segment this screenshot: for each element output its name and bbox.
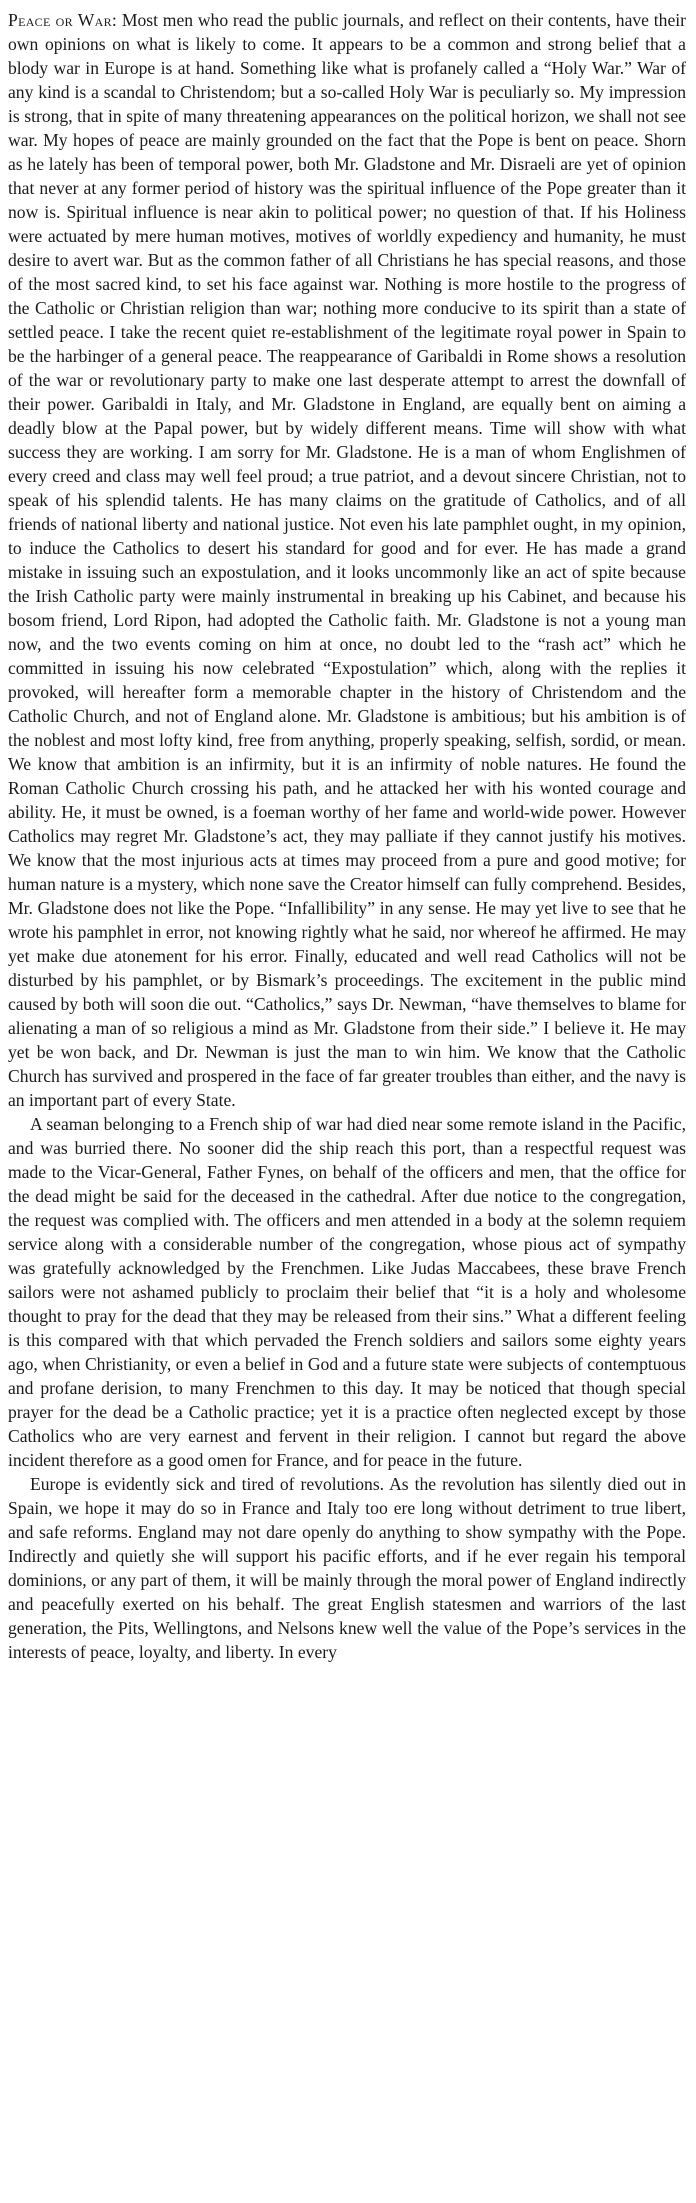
article-paragraph-1 [8, 8, 686, 1112]
article-paragraph-3: Europe is evidently sick and tired of revolutions. As the revolution has silently died out in Spain, we hope it may do so in France and Italy too ere long without detriment to true libert, and safe reforms. England may not dare openly do anything to show sympathy with the Pope. Indirectly and quietly she will support his pacific efforts, and if he ever regain his temporal dominions, or any part of them, it will be mainly through the moral power of England indirectly and peacefully exerted on his behalf. The great English statesmen and warriors of the last generation, the Pits, Wellingtons, and Nelsons knew well the value of the Pope’s services in the interests of peace, loyalty, and liberty. In every [8, 1474, 686, 1662]
article-paragraph-2: A seaman belonging to a French ship of war had died near some remote island in the Pacific, and was burried there. No sooner did the ship reach this port, than a respectful request was made to the Vicar-General, Father Fynes, on behalf of the officers and men, that the office for the dead might be said for the deceased in the cathedral. After due notice to the congregation, the request was complied with. The officers and men attended in a body at the solemn requiem service along with a considerable number of the congregation, whose pious act of sympathy was gratefully acknowledged by the Frenchmen. Like Judas Maccabees, these brave French sailors were not ashamed publicly to proclaim their belief that “it is a holy and wholesome thought to pray for the dead that they may be released from their sins.” What a different feeling is this compared with that which pervaded the French soldiers and sailors some eighty years ago, when Christianity, or even a belief in God and a future state were subjects of contemptuous and profane derision, to many Frenchmen to this day. It may be noticed that though special prayer for the dead be a Catholic practice; yet it is a practice often neglected except by those Catholics who are very earnest and fervent in their religion. I cannot but regard the above incident therefore as a good omen for France, and for peace in the future. [8, 1114, 686, 1470]
paragraph-text: Most men who read the public journals, and reflect on their contents, have their own opinions on what is likely to come. It appears to be a common and strong belief that a blody war in Europe is at hand. Something like what is profanely called a “Holy War.” War of any kind is a scandal to Christendom; but a so-called Holy War is peculiarly so. My impression is strong, that in spite of many threatening appearances on the political horizon, we shall not see war. My hopes of peace are mainly grounded on the fact that the Pope is bent on peace. Shorn as he lately has been of temporal power, both Mr. Gladstone and Mr. Disraeli are yet of opinion that never at any former period of history was the spiritual influence of the Pope greater than it now is. Spiritual influence is near akin to political power; no question of that. If his Holiness were actuated by mere human motives, motives of worldly expediency and humanity, he must desire to avert war. But as the common father of all Christians he has special reasons, and those of the most sacred kind, to set his face against war. Nothing is more hostile to the progress of the Catholic or Christian religion than war; nothing more conducive to its spirit than a state of settled peace. I take the recent quiet re-establishment of the legitimate royal power in Spain to be the harbinger of a general peace. The reappearance of Garibaldi in Rome shows a resolution of the war or revolutionary party to make one last desperate attempt to arrest the downfall of their power. Garibaldi in Italy, and Mr. Gladstone in England, are equally bent on aiming a deadly blow at the Papal power, but by widely different means. Time will show with what success they are working. I am sorry for Mr. Gladstone. He is a man of whom Englishmen of every creed and class may well feel proud; a true patriot, and a devout sincere Christian, not to speak of his splendid talents. He has many claims on the gratitude of Catholics, and of all friends of national liberty and national justice. Not even his late pamphlet ought, in my opinion, to induce the Catholics to desert his standard for good and for ever. He has made a grand mistake in issuing such an expostulation, and it looks uncommonly like an act of spite because the Irish Catholic party were mainly instrumental in breaking up his Cabinet, and because his bosom friend, Lord Ripon, had adopted the Catholic faith. Mr. Gladstone is not a young man now, and the two events coming on him at once, no doubt led to the “rash act” which he committed in issuing his now celebrated “Expostulation” which, along with the replies it provoked, will hereafter form a memorable chapter in the history of Christendom and the Catholic Church, and not of England alone. Mr. Gladstone is ambitious; but his ambition is of the noblest and most lofty kind, free from anything, properly speaking, selfish, sordid, or mean. We know that ambition is an infirmity, but it is an infirmity of noble natures. He found the Roman Catholic Church crossing his path, and he attacked her with his wonted courage and ability. He, it must be owned, is a foeman worthy of her fame and world-wide power. However Catholics may regret Mr. Gladstone’s act, they may palliate if they cannot justify his motives. We know that the most injurious acts at times may proceed from a pure and good motive; for human nature is a mystery, which none save the Creator himself can fully comprehend. Besides, Mr. Gladstone does not like the Pope. “Infallibility” in any sense. He may yet live to see that he wrote his pamphlet in error, not knowing rightly what he said, nor whereof he affirmed. He may yet make due atonement for his error. Finally, educated and well read Catholics will not be disturbed by his pamphlet, or by Bismark’s proceedings. The excitement in the public mind caused by both will soon die out. “Catholics,” says Dr. Newman, “have themselves to blame for alienating a man of so religious a mind as Mr. Gladstone from their side.” I believe it. He may yet be won back, and Dr. Newman is just the man to win him. We know that the Catholic Church has survived and prospered in the face of far greater troubles than either, and the navy is an important part of every State. [8, 10, 686, 1110]
section-heading: Peace or War: [8, 10, 118, 30]
